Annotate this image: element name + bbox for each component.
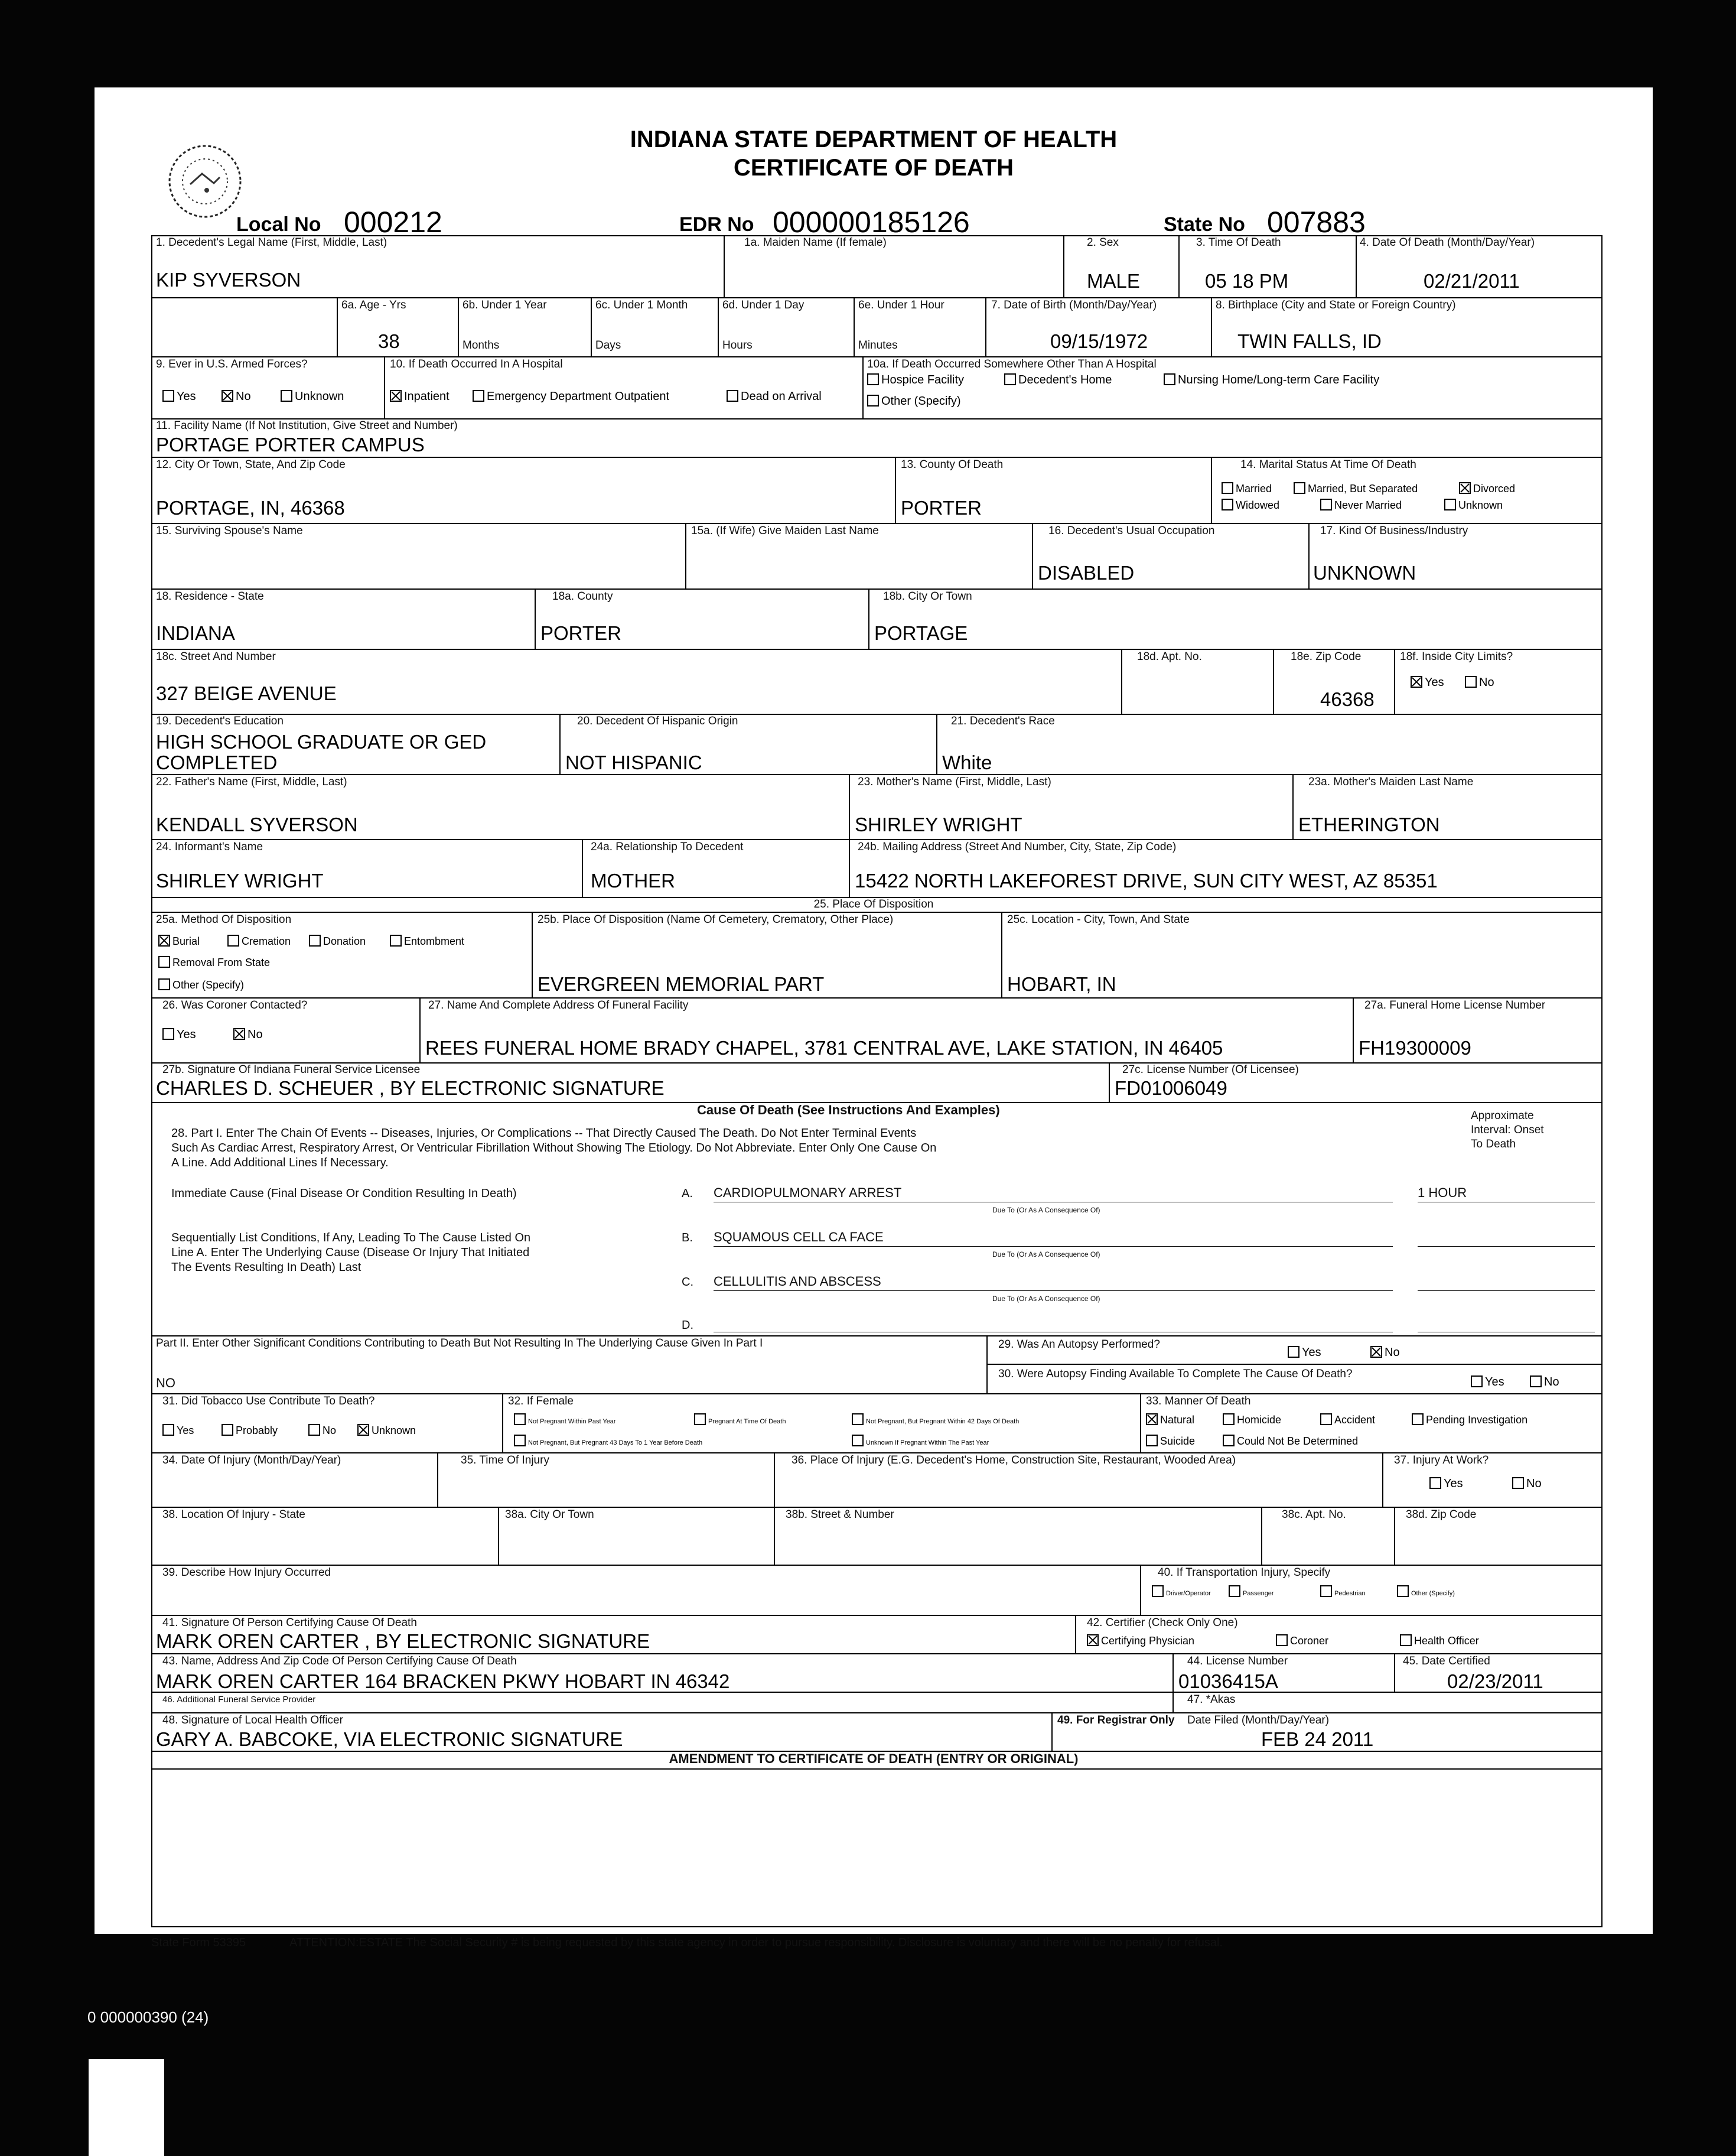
label-inside-city: 18f. Inside City Limits? — [1400, 651, 1513, 663]
other-disposition-option[interactable]: Other (Specify) — [158, 978, 244, 991]
label-spouse-name: 15. Surviving Spouse's Name — [156, 525, 303, 537]
label-mother-name: 23. Mother's Name (First, Middle, Last) — [858, 776, 1051, 788]
label-disposition-method: 25a. Method Of Disposition — [156, 913, 292, 926]
value-part2: NO — [156, 1375, 175, 1390]
label-street: 18c. Street And Number — [156, 651, 276, 663]
unit-minutes: Minutes — [858, 339, 898, 352]
inpatient-option[interactable]: Inpatient — [390, 390, 450, 403]
value-legal-name: KIP SYVERSON — [156, 269, 301, 291]
coroner-no-option[interactable]: No — [233, 1028, 263, 1041]
value-licensee-signature: CHARLES D. SCHEUER , BY ELECTRONIC SIGNATURE — [156, 1077, 665, 1099]
amendment-title: AMENDMENT TO CERTIFICATE OF DEATH (ENTRY OR ORIGINAL) — [669, 1751, 1079, 1766]
value-date-certified: 02/23/2011 — [1447, 1670, 1543, 1692]
cause-letter-d: D. — [682, 1319, 693, 1332]
value-birthplace: TWIN FALLS, ID — [1237, 330, 1382, 352]
label-tobacco: 31. Did Tobacco Use Contribute To Death? — [162, 1395, 375, 1407]
value-education-line2: COMPLETED — [156, 752, 278, 773]
tobacco-probably-option[interactable]: Probably — [222, 1424, 278, 1437]
part1-instructions-2: Such As Cardiac Arrest, Respiratory Arrest, Or Ventricular Fibrillation Without Showing The Etiology. Do Not Abbreviate. Enter Only One Cause On — [171, 1142, 937, 1155]
label-funeral-license: 27a. Funeral Home License Number — [1364, 999, 1546, 1012]
sequential-label-3: The Events Resulting In Death) Last — [171, 1261, 361, 1274]
label-wife-maiden: 15a. (If Wife) Give Maiden Last Name — [691, 525, 879, 537]
label-under-1-day: 6d. Under 1 Day — [722, 299, 805, 311]
label-place-of-disposition: 25. Place Of Disposition — [813, 898, 934, 910]
unit-hours: Hours — [722, 339, 753, 352]
label-injury-time: 35. Time Of Injury — [461, 1454, 549, 1466]
label-health-officer-signature: 48. Signature of Local Health Officer — [162, 1714, 343, 1726]
immediate-cause-label: Immediate Cause (Final Disease Or Condition Resulting In Death) — [171, 1187, 517, 1200]
value-business: UNKNOWN — [1313, 562, 1416, 584]
donation-option[interactable]: Donation — [309, 935, 366, 948]
label-age: 6a. Age - Yrs — [341, 299, 406, 311]
due-to-b: Due To (Or As A Consequence Of) — [992, 1250, 1100, 1259]
due-to-c: Due To (Or As A Consequence Of) — [992, 1295, 1100, 1303]
form-number: State Form 53395 — [151, 1936, 246, 1949]
interval-label-3: To Death — [1471, 1138, 1516, 1150]
label-birthplace: 8. Birthplace (City and State or Foreign Country) — [1216, 299, 1456, 311]
interval-label-2: Interval: Onset — [1471, 1124, 1544, 1136]
autopsy-no-option[interactable]: No — [1370, 1346, 1400, 1359]
certifying-physician-option[interactable]: Certifying Physician — [1087, 1634, 1194, 1647]
label-license-number: 44. License Number — [1187, 1655, 1288, 1667]
value-date-filed: FEB 24 2011 — [1261, 1728, 1374, 1750]
pending-investigation-option[interactable]: Pending Investigation — [1412, 1413, 1527, 1426]
value-health-officer-signature: GARY A. BABCOKE, VIA ELECTRONIC SIGNATURE — [156, 1728, 623, 1750]
edr-no-value: 000000185126 — [773, 206, 970, 239]
label-under-1-year: 6b. Under 1 Year — [463, 299, 547, 311]
injury-work-no-option[interactable]: No — [1512, 1477, 1542, 1490]
other-place-option[interactable]: Other (Specify) — [867, 395, 960, 408]
divorced-option[interactable]: Divorced — [1459, 482, 1515, 495]
never-married-option[interactable]: Never Married — [1320, 499, 1402, 512]
due-to-a: Due To (Or As A Consequence Of) — [992, 1206, 1100, 1214]
pregnant-43-days-option[interactable]: Not Pregnant, But Pregnant 43 Days To 1 Year Before Death — [514, 1435, 702, 1449]
label-facility-name: 11. Facility Name (If Not Institution, Give Street and Number) — [156, 420, 458, 432]
passenger-option[interactable]: Passenger — [1229, 1585, 1274, 1600]
header-subtitle: CERTIFICATE OF DEATH — [733, 155, 1014, 181]
label-marital-status: 14. Marital Status At Time Of Death — [1240, 458, 1416, 471]
label-date-of-birth: 7. Date of Birth (Month/Day/Year) — [991, 299, 1157, 311]
label-disposition-location: 25c. Location - City, Town, And State — [1007, 913, 1190, 926]
label-injury-at-work: 37. Injury At Work? — [1394, 1454, 1489, 1466]
value-licensee-number: FD01006049 — [1115, 1077, 1227, 1099]
armed-unknown-option[interactable]: Unknown — [281, 390, 344, 403]
label-occupation: 16. Decedent's Usual Occupation — [1048, 525, 1215, 537]
coroner-certifier-option[interactable]: Coroner — [1276, 1634, 1328, 1647]
label-injury-zip: 38d. Zip Code — [1406, 1508, 1477, 1521]
homicide-option[interactable]: Homicide — [1223, 1413, 1281, 1426]
value-mailing-address: 15422 NORTH LAKEFOREST DRIVE, SUN CITY WEST, AZ 85351 — [855, 870, 1438, 892]
label-certifier-name: 43. Name, Address And Zip Code Of Person Certifying Cause Of Death — [162, 1655, 517, 1667]
value-father-name: KENDALL SYVERSON — [156, 814, 358, 835]
value-informant: SHIRLEY WRIGHT — [156, 870, 324, 892]
label-licensee-signature: 27b. Signature Of Indiana Funeral Service Licensee — [162, 1064, 421, 1076]
value-certifier-name: MARK OREN CARTER 164 BRACKEN PKWY HOBART IN 46342 — [156, 1670, 730, 1692]
pregnancy-unknown-option[interactable]: Unknown If Pregnant Within The Past Year — [852, 1435, 989, 1449]
local-no-label: Local No — [236, 213, 321, 236]
value-license-number: 01036415A — [1178, 1670, 1278, 1692]
label-armed-forces: 9. Ever in U.S. Armed Forces? — [156, 358, 308, 370]
label-injury-description: 39. Describe How Injury Occurred — [162, 1566, 331, 1579]
label-injury-city: 38a. City Or Town — [505, 1508, 594, 1521]
label-injury-state: 38. Location Of Injury - State — [162, 1508, 305, 1521]
value-funeral-facility: REES FUNERAL HOME BRADY CHAPEL, 3781 CENTRAL AVE, LAKE STATION, IN 46405 — [425, 1037, 1223, 1059]
cause-b-value: SQUAMOUS CELL CA FACE — [714, 1230, 884, 1244]
marital-unknown-option[interactable]: Unknown — [1444, 499, 1503, 512]
natural-option[interactable]: Natural — [1146, 1413, 1194, 1426]
removal-from-state-option[interactable]: Removal From State — [158, 956, 270, 969]
certificate-page — [95, 87, 1653, 1949]
attention-notice: ATTENTION:ESTATE The Social Security # is being requested by this state agency in order to pursue responsibility. Disclosure is voluntary and there will be no penalty for refusal. — [289, 1936, 1223, 1949]
label-hispanic-origin: 20. Decedent Of Hispanic Origin — [577, 715, 738, 727]
decedents-home-option[interactable]: Decedent's Home — [1004, 373, 1112, 386]
interval-label-1: Approximate — [1471, 1110, 1534, 1122]
injury-work-yes-option[interactable]: Yes — [1429, 1477, 1463, 1490]
label-autopsy: 29. Was An Autopsy Performed? — [998, 1338, 1160, 1351]
value-street: 327 BEIGE AVENUE — [156, 682, 337, 704]
autopsy-yes-option[interactable]: Yes — [1288, 1346, 1321, 1359]
value-county-of-death: PORTER — [901, 497, 982, 519]
widowed-option[interactable]: Widowed — [1222, 499, 1279, 512]
cause-title: Cause Of Death (See Instructions And Examples) — [697, 1103, 1000, 1117]
label-residence-city: 18b. City Or Town — [883, 590, 972, 603]
tobacco-yes-option[interactable]: Yes — [162, 1424, 194, 1437]
driver-option[interactable]: Driver/Operator — [1152, 1585, 1211, 1600]
dead-on-arrival-option[interactable]: Dead on Arrival — [727, 390, 822, 403]
findings-yes-option[interactable]: Yes — [1471, 1375, 1504, 1388]
value-facility-name: PORTAGE PORTER CAMPUS — [156, 434, 425, 456]
label-sex: 2. Sex — [1087, 236, 1119, 249]
value-time-of-death: 05 18 PM — [1205, 270, 1289, 292]
local-no-value: 000212 — [344, 206, 442, 239]
state-seal-image — [161, 137, 249, 226]
page-identifier: 0 000000390 (24) — [87, 2008, 209, 2026]
label-business: 17. Kind Of Business/Industry — [1320, 525, 1468, 537]
label-licensee-number: 27c. License Number (Of Licensee) — [1122, 1064, 1299, 1076]
inside-city-yes-option[interactable]: Yes — [1411, 676, 1444, 689]
inside-city-no-option[interactable]: No — [1465, 676, 1494, 689]
label-additional-provider: 46. Additional Funeral Service Provider — [162, 1695, 316, 1705]
value-place-disposition-name: EVERGREEN MEMORIAL PART — [538, 973, 825, 995]
cremation-option[interactable]: Cremation — [227, 935, 291, 948]
label-maiden-name: 1a. Maiden Name (If female) — [744, 236, 887, 249]
label-date-filed: Date Filed (Month/Day/Year) — [1187, 1714, 1330, 1726]
label-under-1-hour: 6e. Under 1 Hour — [858, 299, 944, 311]
value-certifier-signature: MARK OREN CARTER , BY ELECTRONIC SIGNATURE — [156, 1630, 650, 1652]
married-option[interactable]: Married — [1222, 482, 1272, 495]
cause-letter-a: A. — [682, 1187, 693, 1200]
cause-a-value: CARDIOPULMONARY ARREST — [714, 1185, 902, 1200]
entombment-option[interactable]: Entombment — [390, 935, 464, 948]
burial-option[interactable]: Burial — [158, 935, 200, 948]
value-residence-city: PORTAGE — [874, 622, 968, 644]
armed-no-option[interactable]: No — [222, 390, 251, 403]
cause-c-value: CELLULITIS AND ABSCESS — [714, 1274, 881, 1289]
scan-white-patch — [89, 2059, 164, 2156]
cause-letter-c: C. — [682, 1276, 693, 1289]
emergency-outpatient-option[interactable]: Emergency Department Outpatient — [473, 390, 669, 403]
value-mother-name: SHIRLEY WRIGHT — [855, 814, 1022, 835]
not-pregnant-option[interactable]: Not Pregnant Within Past Year — [514, 1413, 616, 1428]
cause-letter-b: B. — [682, 1231, 693, 1244]
label-certifier-type: 42. Certifier (Check Only One) — [1087, 1617, 1238, 1629]
label-akas: 47. *Akas — [1187, 1693, 1236, 1706]
label-other-place-death: 10a. If Death Occurred Somewhere Other Than A Hospital — [867, 358, 1157, 370]
coroner-yes-option[interactable]: Yes — [162, 1028, 196, 1041]
label-registrar-only: 49. For Registrar Only — [1057, 1714, 1175, 1726]
label-injury-place: 36. Place Of Injury (E.G. Decedent's Home, Construction Site, Restaurant, Wooded Area) — [792, 1454, 1236, 1466]
label-county-of-death: 13. County Of Death — [901, 458, 1004, 471]
label-mailing-address: 24b. Mailing Address (Street And Number, City, State, Zip Code) — [858, 841, 1177, 853]
label-autopsy-findings: 30. Were Autopsy Finding Available To Complete The Cause Of Death? — [998, 1368, 1353, 1380]
findings-no-option[interactable]: No — [1530, 1375, 1559, 1388]
value-date-of-birth: 09/15/1972 — [1050, 330, 1148, 352]
tobacco-unknown-option[interactable]: Unknown — [357, 1424, 416, 1437]
value-race: White — [942, 752, 992, 773]
pregnant-at-death-option[interactable]: Pregnant At Time Of Death — [694, 1413, 786, 1428]
part1-instructions-3: A Line. Add Additional Lines If Necessary. — [171, 1156, 389, 1169]
label-injury-street: 38b. Street & Number — [786, 1508, 894, 1521]
label-coroner-contacted: 26. Was Coroner Contacted? — [162, 999, 308, 1012]
label-date-of-death: 4. Date Of Death (Month/Day/Year) — [1360, 236, 1535, 249]
unit-months: Months — [463, 339, 500, 352]
value-occupation: DISABLED — [1038, 562, 1135, 584]
label-father-name: 22. Father's Name (First, Middle, Last) — [156, 776, 347, 788]
sequential-label-1: Sequentially List Conditions, If Any, Leading To The Cause Listed On — [171, 1231, 531, 1244]
value-funeral-license: FH19300009 — [1359, 1037, 1471, 1059]
label-if-female: 32. If Female — [508, 1395, 574, 1407]
hospice-option[interactable]: Hospice Facility — [867, 373, 964, 386]
label-residence-state: 18. Residence - State — [156, 590, 264, 603]
label-part2: Part II. Enter Other Significant Conditions Contributing to Death But Not Resulting In The Underlying Cause Given In Part I — [156, 1337, 763, 1349]
pedestrian-option[interactable]: Pedestrian — [1320, 1585, 1366, 1600]
value-date-of-death: 02/21/2011 — [1424, 270, 1520, 292]
value-city-state-zip: PORTAGE, IN, 46368 — [156, 497, 345, 519]
married-separated-option[interactable]: Married, But Separated — [1294, 482, 1418, 495]
health-officer-option[interactable]: Health Officer — [1400, 1634, 1479, 1647]
header-title: INDIANA STATE DEPARTMENT OF HEALTH — [630, 126, 1118, 152]
state-no-value: 007883 — [1267, 206, 1366, 239]
label-apt: 18d. Apt. No. — [1137, 651, 1202, 663]
accident-option[interactable]: Accident — [1320, 1413, 1375, 1426]
label-education: 19. Decedent's Education — [156, 715, 284, 727]
label-race: 21. Decedent's Race — [951, 715, 1055, 727]
value-zip: 46368 — [1320, 688, 1375, 710]
cause-a-interval: 1 HOUR — [1418, 1185, 1467, 1200]
label-legal-name: 1. Decedent's Legal Name (First, Middle, Last) — [156, 236, 387, 249]
armed-yes-option[interactable]: Yes — [162, 390, 196, 403]
label-date-certified: 45. Date Certified — [1403, 1655, 1490, 1667]
label-manner-of-death: 33. Manner Of Death — [1146, 1395, 1251, 1407]
suicide-option[interactable]: Suicide — [1146, 1435, 1195, 1448]
label-place-disposition-name: 25b. Place Of Disposition (Name Of Cemetery, Crematory, Other Place) — [538, 913, 894, 926]
nursing-home-option[interactable]: Nursing Home/Long-term Care Facility — [1164, 373, 1379, 386]
other-transport-option[interactable]: Other (Specify) — [1397, 1585, 1455, 1600]
edr-no-label: EDR No — [679, 213, 754, 236]
unit-days: Days — [595, 339, 621, 352]
sequential-label-2: Line A. Enter The Underlying Cause (Disease Or Injury That Initiated — [171, 1246, 530, 1259]
value-relationship: MOTHER — [591, 870, 675, 892]
value-hispanic-origin: NOT HISPANIC — [565, 752, 702, 773]
label-injury-date: 34. Date Of Injury (Month/Day/Year) — [162, 1454, 341, 1466]
label-zip: 18e. Zip Code — [1291, 651, 1362, 663]
label-time-of-death: 3. Time Of Death — [1196, 236, 1281, 249]
value-mother-maiden: ETHERINGTON — [1298, 814, 1440, 835]
value-age: 38 — [378, 330, 400, 352]
undetermined-option[interactable]: Could Not Be Determined — [1223, 1435, 1358, 1448]
value-disposition-location: HOBART, IN — [1007, 973, 1116, 995]
state-no-label: State No — [1164, 213, 1245, 236]
value-residence-county: PORTER — [540, 622, 621, 644]
value-residence-state: INDIANA — [156, 622, 235, 644]
label-informant: 24. Informant's Name — [156, 841, 263, 853]
label-injury-apt: 38c. Apt. No. — [1282, 1508, 1346, 1521]
pregnant-42-days-option[interactable]: Not Pregnant, But Pregnant Within 42 Days Of Death — [852, 1413, 1019, 1428]
tobacco-no-option[interactable]: No — [308, 1424, 336, 1437]
label-under-1-month: 6c. Under 1 Month — [595, 299, 688, 311]
label-certifier-signature: 41. Signature Of Person Certifying Cause Of Death — [162, 1617, 417, 1629]
label-funeral-facility: 27. Name And Complete Address Of Funeral Facility — [428, 999, 689, 1012]
label-city-state-zip: 12. City Or Town, State, And Zip Code — [156, 458, 346, 471]
value-sex: MALE — [1087, 270, 1140, 292]
label-relationship: 24a. Relationship To Decedent — [591, 841, 744, 853]
label-hospital-death: 10. If Death Occurred In A Hospital — [390, 358, 563, 370]
value-education-line1: HIGH SCHOOL GRADUATE OR GED — [156, 731, 487, 753]
label-mother-maiden: 23a. Mother's Maiden Last Name — [1308, 776, 1474, 788]
part1-instructions-1: 28. Part I. Enter The Chain Of Events -- Diseases, Injuries, Or Complications -- That Directly Caused The Death. Do Not Enter Terminal Events — [171, 1127, 917, 1140]
label-transportation-injury: 40. If Transportation Injury, Specify — [1158, 1566, 1331, 1579]
label-residence-county: 18a. County — [552, 590, 613, 603]
